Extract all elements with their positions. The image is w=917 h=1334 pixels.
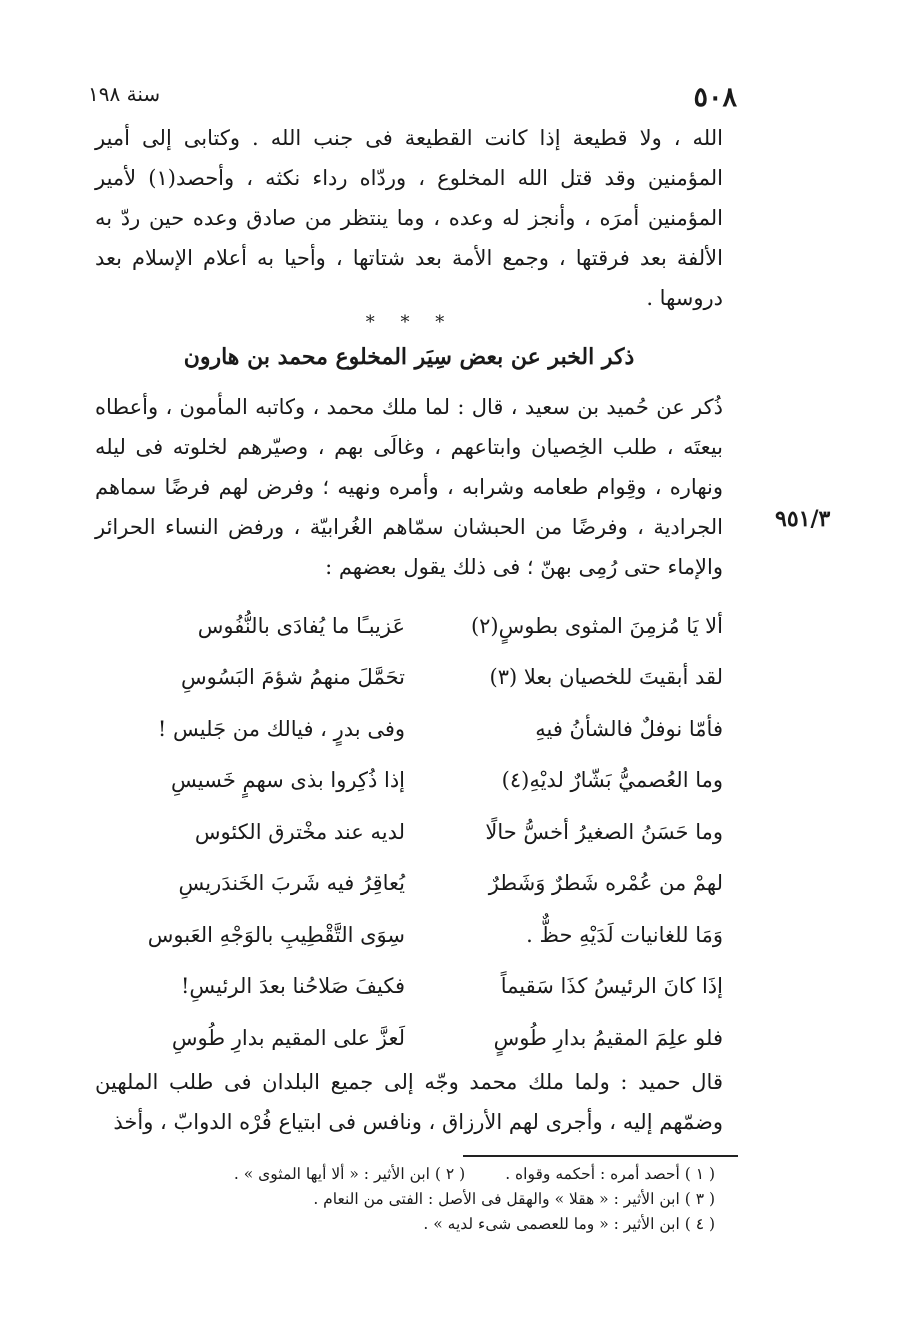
section-heading: ذكر الخبر عن بعض سِيَر المخلوع محمد بن هارون [183,344,635,370]
verse-first-hemistich: وما حَسَنُ الصغيرُ أخسُّ حالًا [485,819,723,844]
poem-verse [120,909,723,961]
footnote-row [95,1162,715,1187]
paragraph-entertainers: قال حميد : ولما ملك محمد وجّه إلى جميع البلدان فى طلب الملهين وضمّهم إليه ، وأجرى لهم الأرزاق ، ونافس فى ابتياع فُرْه الدوابّ ، وأخذ [95,1070,723,1134]
verse-first-hemistich: إذَا كانَ الرئيسُ كذَا سَقيماً [500,974,723,999]
footnote-2: ( ٢ ) ابن الأثير : « ألا أيها المثوى » . [233,1165,466,1183]
footnotes [95,1162,715,1237]
paragraph-letter-end: الله ، ولا قطيعة إذا كانت القطيعة فى جنب الله . وكتابى إلى أمير المؤمنين وقد قتل الله المخلوع ، وردّاه رداء نكثه ، وأحصد(١) لأمير المؤمنين أمرَه ، وأنجز له وعده ، وما ينتظر من صادق وعده حين ردّ به الألفة بعد فرقتها ، وجمع الأمة بعد شتاتها ، وأحيا به أعلام الإسلام بعد دروسها . [95,126,724,310]
poem-verse [120,755,723,807]
poem-verse [120,961,723,1013]
page-number: ٥٠٨ [693,82,737,113]
poem-verse [120,858,723,910]
paragraph-humaid-account: ذُكر عن حُميد بن سعيد ، قال : لما ملك محمد ، وكاتبه المأمون ، وأعطاه بيعتَه ، طلب الخِصيان وابتاعهم ، وغالَى بهم ، وصيّرهم لخلوته فى ليله ونهاره ، وقِوام طعامه وشرابه ، وأمره ونهيه ؛ وفرض لهم فرضًا سماهم الجرادية ، وفرضًا من الحبشان سمّاهم الغُرابيّة ، ورفض النساء الحرائر والإماء حتى رُمِى بهنّ ؛ فى ذلك يقول بعضهم : [95,395,723,579]
poem-verse [120,703,723,755]
running-header-year: سنة ١٩٨ [88,82,161,106]
footnote-rule [463,1155,738,1157]
verse-first-hemistich: فلو علِمَ المقيمُ بدارِ طُوسٍ [493,1025,723,1050]
verse-second-hemistich: عَزيبـًا ما يُفادَى بالنُّفُوس [197,613,405,638]
section-separator: * * * [365,312,455,333]
verse-first-hemistich: فأمّا نوفلٌ فالشأنُ فيهِ [535,716,723,741]
verse-second-hemistich: إذا ذُكِروا بذى سهمٍ خَسيسِ [170,768,405,793]
verse-second-hemistich: لَعزَّ على المقيم بدارِ طُوسِ [171,1025,405,1050]
verse-first-hemistich: وَمَا للغانيات لَدَيْهِ حظٌّ . [526,922,723,947]
verse-first-hemistich: وما العُصميُّ بَشّارٌ لديْهِ(٤) [501,768,723,793]
poem [120,600,723,1064]
verse-second-hemistich: وفى بدرٍ ، فيالك من جَليس ! [157,716,405,741]
margin-reference: ٩٥١/٣ [775,506,831,532]
verse-first-hemistich: لهمْ من عُمْره شَطرٌ وَشَطرٌ [488,871,723,896]
footnote-3: ( ٣ ) ابن الأثير : « هقلا » والهقل فى الأصل : الفتى من النعام . [313,1190,715,1208]
verse-second-hemistich: فكيفَ صَلاحُنا بعدَ الرئيسِ! [180,974,405,999]
footnote-4: ( ٤ ) ابن الأثير : « وما للعصمى شىء لديه » . [423,1215,715,1233]
verse-second-hemistich: سِوَى التَّقْطِيبِ بالوَجْهِ العَبوس [147,922,405,947]
footnote-1: ( ١ ) أحصد أمره : أحكمه وقواه . [505,1165,715,1183]
verse-second-hemistich: تحَمَّلَ منهمُ شؤمَ البَسُوسِ [181,665,405,690]
verse-second-hemistich: لديه عند مخْترق الكئوس [194,819,405,844]
verse-second-hemistich: يُعاقِرُ فيه شَربَ الخَندَريسِ [178,871,405,896]
poem-verse [120,600,723,652]
verse-first-hemistich: لقد أبقيتَ للخصيان بعلا (٣) [489,665,723,690]
poem-verse [120,806,723,858]
poem-verse [120,652,723,704]
verse-first-hemistich: ألا يَا مُزمِنَ المثوى بطوسٍ(٢) [470,613,723,638]
poem-verse [120,1012,723,1064]
